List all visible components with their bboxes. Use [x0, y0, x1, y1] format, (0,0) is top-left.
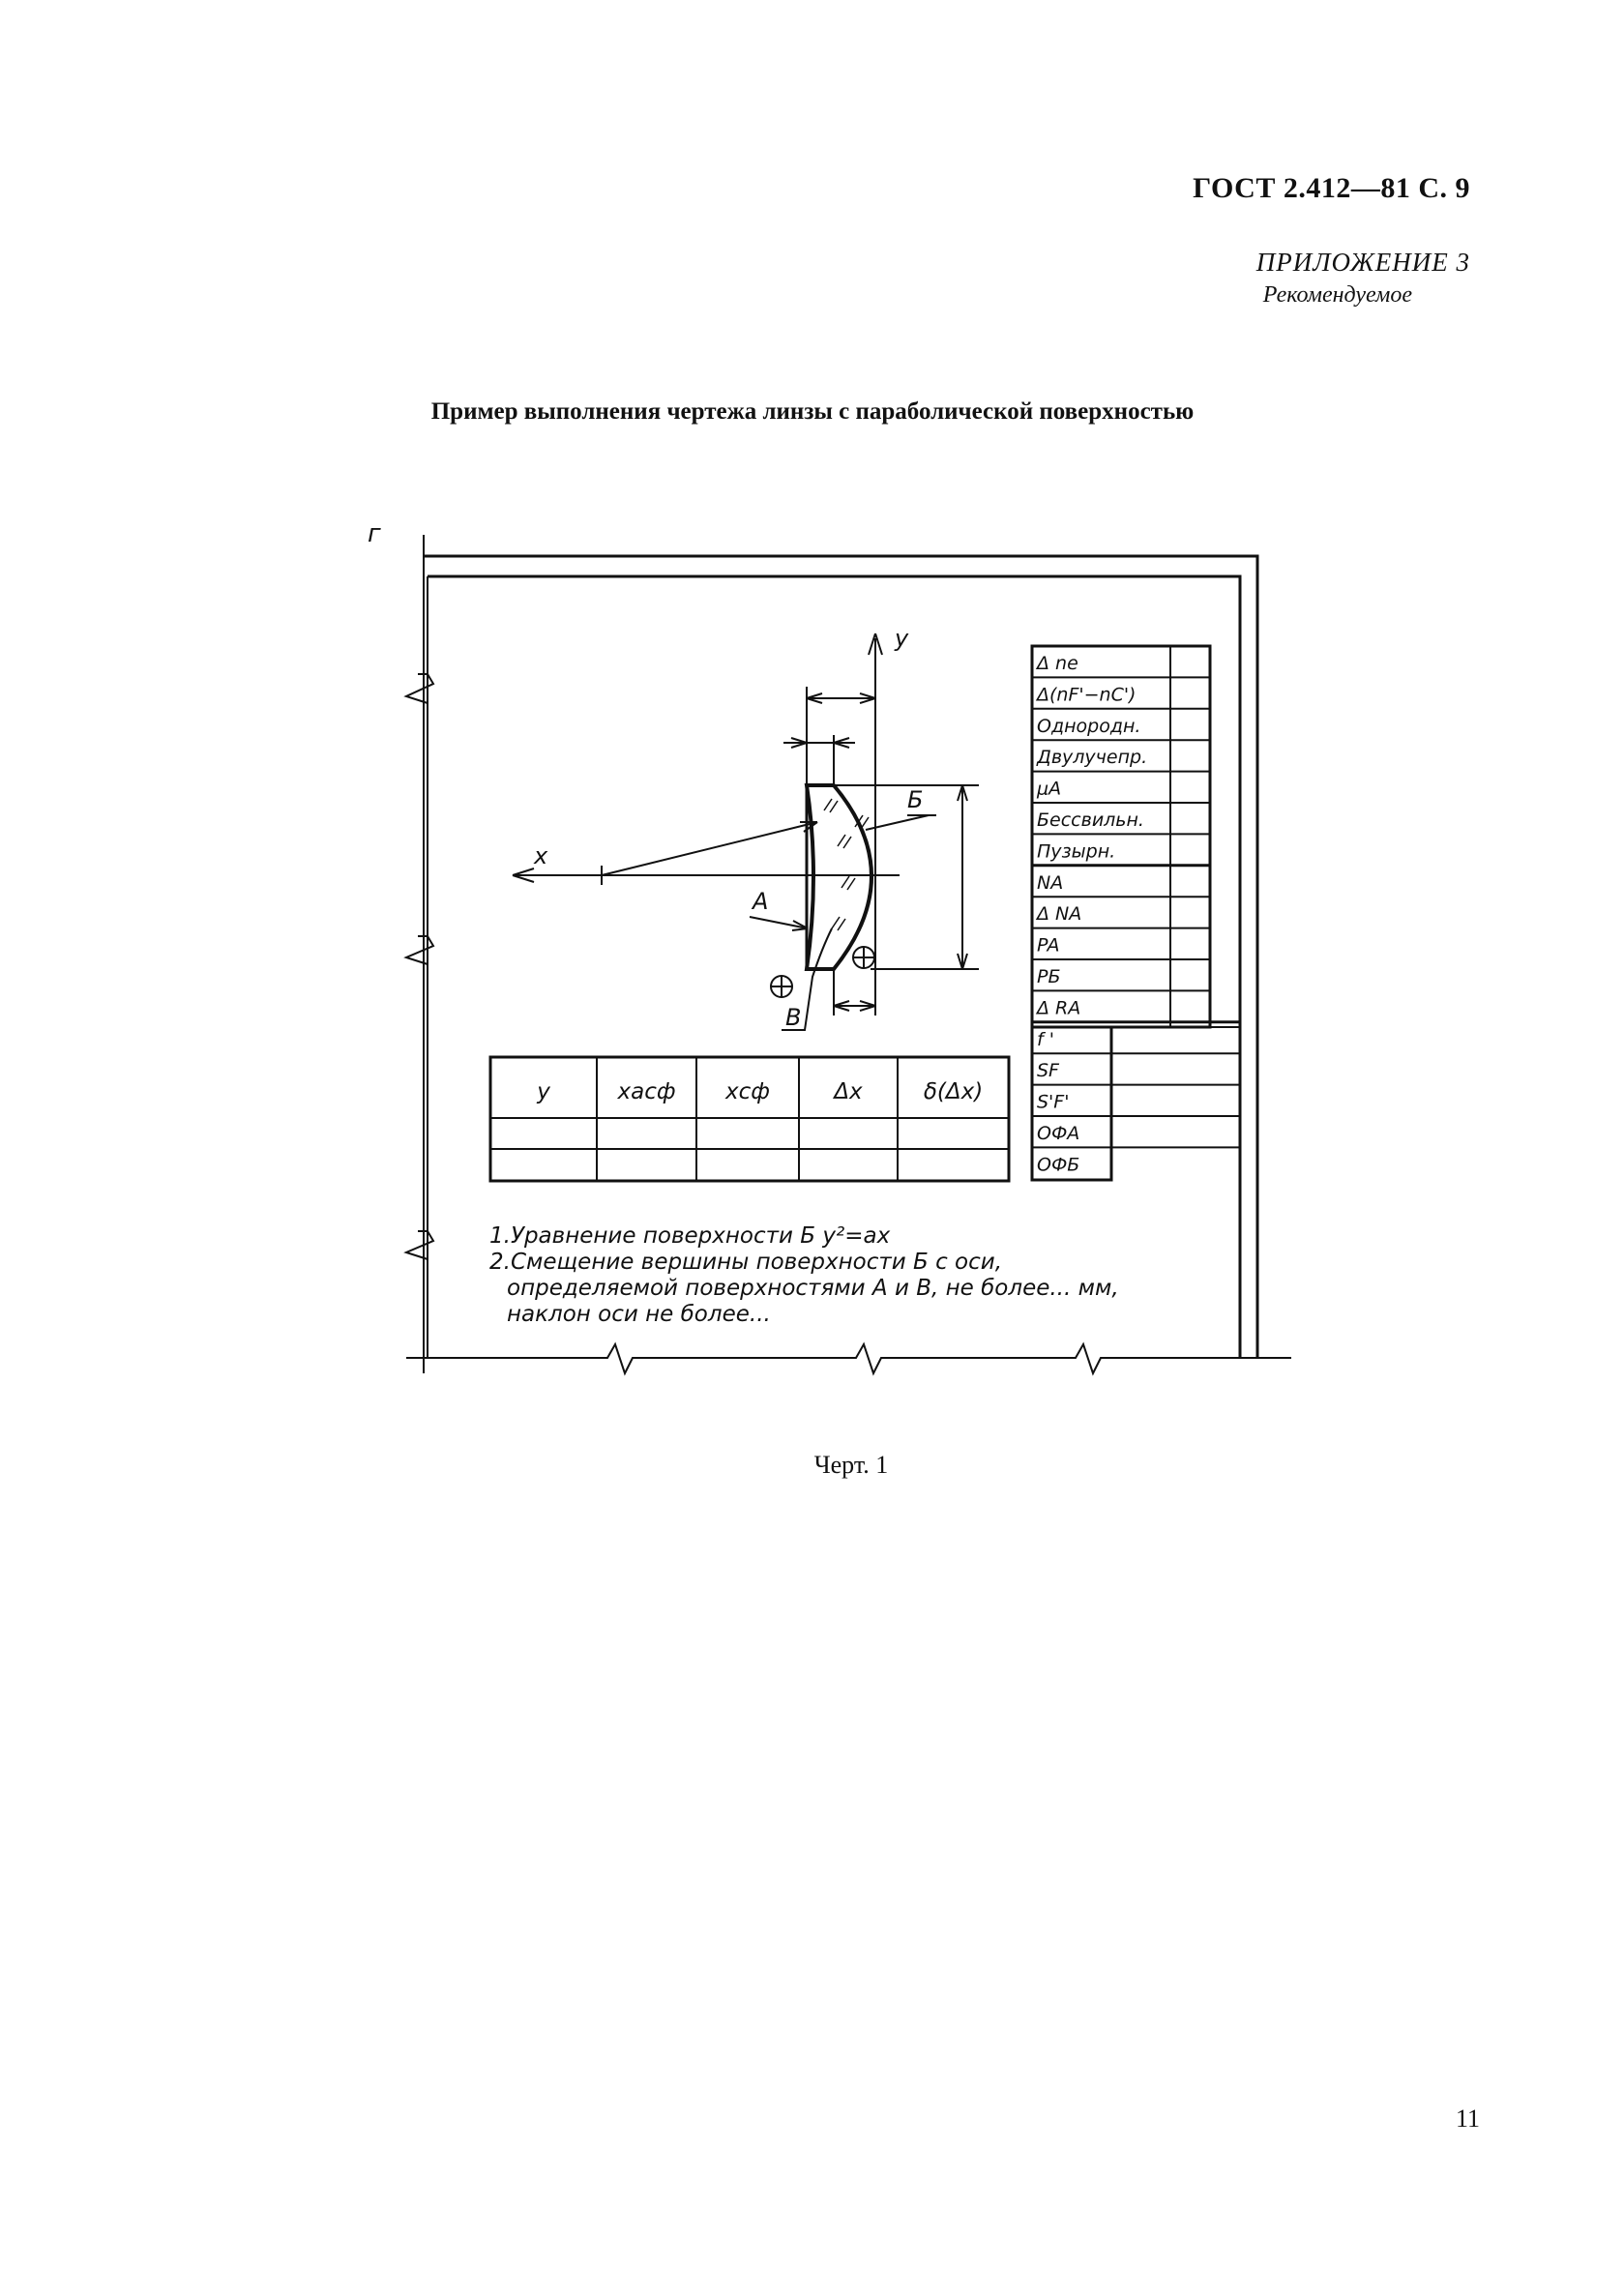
- data-table: [490, 1057, 1009, 1181]
- param-row-label: NA: [1037, 871, 1064, 894]
- surface-b-label: Б: [907, 786, 924, 813]
- param-row-label: PБ: [1037, 966, 1061, 987]
- page-number: 11: [1455, 2105, 1480, 2133]
- param-row-label: Δ RA: [1037, 997, 1081, 1019]
- param-row-label: ОФБ: [1037, 1154, 1080, 1176]
- param-row-label: PA: [1037, 934, 1060, 957]
- data-table-header: Δx: [834, 1079, 863, 1104]
- corner-mark: г: [368, 519, 381, 548]
- data-table-header: δ(Δx): [923, 1079, 984, 1104]
- note-line-3: определяемой поверхностями А и В, не более... мм,: [507, 1276, 1119, 1301]
- note-line-1: 1.Уравнение поверхности Б y²=ax: [489, 1223, 891, 1249]
- axis-y-label: y: [895, 625, 909, 652]
- appendix-label: ПРИЛОЖЕНИЕ 3: [1255, 248, 1470, 277]
- surface-a-label: А: [753, 888, 769, 915]
- drawing-notes: [489, 1223, 1119, 1327]
- note-line-4: наклон оси не более...: [507, 1302, 771, 1327]
- param-row-label: Однородн.: [1037, 715, 1141, 737]
- param-row-label: Бессвильн.: [1037, 809, 1144, 831]
- param-row-label: f ': [1037, 1028, 1054, 1050]
- data-table-header: xсф: [725, 1079, 770, 1104]
- lens-drawing: [513, 625, 979, 1031]
- surface-v-label: В: [785, 1004, 802, 1031]
- data-table-header: xасф: [617, 1079, 676, 1104]
- param-row-label: Пузырн.: [1037, 840, 1116, 863]
- page-heading: Пример выполнения чертежа линзы с параболической поверхностью: [430, 398, 1195, 425]
- appendix-status: Рекомендуемое: [1262, 282, 1412, 308]
- param-row-label: Δ(nF'−nC'): [1037, 684, 1137, 706]
- figure-caption: Черт. 1: [813, 1451, 889, 1479]
- axis-x-label: x: [534, 842, 548, 869]
- param-row-label: Двулучепр.: [1037, 747, 1148, 769]
- param-row-label: SF: [1037, 1060, 1059, 1082]
- param-row-label: S'F': [1037, 1091, 1070, 1113]
- data-table-header: y: [537, 1079, 550, 1104]
- param-row-label: Δ nе: [1037, 653, 1078, 674]
- param-row-label: Δ NA: [1037, 903, 1082, 926]
- param-row-label: μA: [1037, 778, 1062, 800]
- document-header-title: ГОСТ 2.412—81 С. 9: [1193, 172, 1470, 204]
- note-line-2: 2.Смещение вершины поверхности Б с оси,: [489, 1250, 1003, 1275]
- param-row-label: ОФА: [1037, 1123, 1080, 1144]
